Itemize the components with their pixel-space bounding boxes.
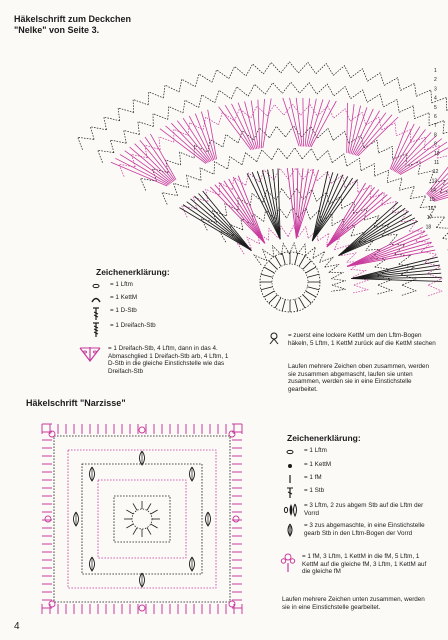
stitch-spoke-mark: [287, 168, 296, 238]
legend2-paragraph: Laufen mehrere Zeichen unten zusammen, werden sie in eine Einstichstelle gearbeitet.: [282, 596, 425, 611]
center-stitch-mark: [295, 253, 298, 265]
legend2-text-slip-stitch: = 1 KettM: [304, 461, 332, 468]
round-number: 13: [431, 178, 438, 185]
chain-mesh-mark: [329, 272, 344, 278]
center-stitch-mark: [147, 528, 151, 535]
legend2-item-picot-group: [280, 553, 430, 576]
chain-mesh-mark: [325, 264, 339, 272]
diagram1-title-line2: "Nelke" von Seite 3.: [14, 25, 100, 35]
chain-mesh-mark: [179, 79, 195, 92]
chain-mesh-mark: [364, 140, 379, 153]
chain-mesh-mark: [90, 127, 106, 140]
center-stitch-mark: [306, 291, 316, 297]
stitch-spoke-mark: [180, 208, 252, 251]
center-stitch-mark: [307, 287, 319, 290]
legend2-item-single-crochet: [282, 474, 322, 488]
chain-mesh-mark: [300, 83, 317, 95]
chain-mesh-mark: [401, 275, 416, 286]
picot-mark: [139, 605, 145, 611]
chain-mesh-mark: [317, 171, 331, 183]
chain-mesh-mark: [265, 83, 282, 95]
round-number: 15: [429, 196, 435, 203]
chain-mesh-mark: [377, 285, 392, 294]
legend1-text-double-crochet: = 1 D-Stb: [110, 307, 137, 314]
chain-mesh-mark: [427, 274, 442, 285]
chain-mesh-mark: [414, 113, 429, 126]
chain-mesh-mark: [332, 154, 347, 166]
legend2-text-cluster-2: = 3 Lftm, 2 zus abgem Stb auf die Lftm der Vorrd: [304, 502, 424, 517]
cluster-3-icon: [282, 522, 298, 536]
chain-mesh-mark: [273, 246, 282, 258]
center-stitch-mark: [261, 274, 273, 277]
chain-mesh-mark: [223, 135, 238, 148]
treble-fan-mark: [130, 147, 172, 183]
chain-mesh-mark: [162, 193, 178, 205]
picot-group-icon: [280, 553, 296, 567]
chain-mesh-mark: [384, 78, 400, 91]
treble-fan-mark: [399, 142, 447, 174]
note1-text: = zuerst eine lockere KettM um den Lftm-Bogen häkeln, 5 Lftm, 1 KettM zurück auf die KettM stechen: [288, 332, 436, 347]
center-stitch-mark: [126, 510, 133, 514]
center-stitch-mark: [303, 295, 312, 304]
chain-mesh-mark: [281, 62, 299, 73]
legend1-heading: Zeichenerklärung:: [96, 267, 170, 277]
round-number: 18: [425, 224, 432, 231]
legend2-heading: Zeichenerklärung:: [287, 433, 361, 443]
chain-mesh-mark: [229, 67, 246, 79]
note1-picot: [266, 332, 436, 347]
treble-icon: [282, 487, 298, 501]
chain-mesh-mark: [298, 62, 316, 73]
chain-mesh-mark: [168, 107, 183, 120]
chain-mesh-mark: [303, 169, 317, 181]
center-stitch-mark: [133, 528, 137, 535]
legend1-item-double-crochet: [88, 307, 137, 321]
chain-mesh-mark: [367, 94, 383, 107]
chain-mesh-mark: [375, 170, 389, 183]
treble-fan-mark: [225, 105, 252, 149]
stitch-spoke-mark: [327, 190, 379, 247]
treble-fan-mark: [308, 99, 323, 146]
treble-fan-mark: [160, 129, 206, 164]
legend1-text-chain: = 1 Lftm: [110, 281, 133, 288]
round-number: 4: [434, 95, 437, 102]
stitch-spoke-mark: [187, 202, 252, 251]
center-ring-mark: [272, 264, 308, 300]
chain-mesh-mark: [282, 243, 290, 255]
chain-mesh-mark: [282, 82, 299, 93]
picot-mark: [139, 427, 145, 433]
chain-mesh-mark: [253, 213, 264, 225]
round-number: 9: [434, 141, 437, 148]
legend2-text-cluster-3: = 3 zus abgemaschte, in eine Einstichstelle gearb Stb in den Lftm-Bogen der Vorrd: [304, 522, 425, 537]
picot-loop-icon: [266, 332, 282, 346]
legend2-text-single-crochet: = 1 fM: [304, 474, 322, 481]
round-number: 2: [434, 77, 437, 84]
chain-mesh-mark: [228, 157, 242, 169]
round-number: 5: [434, 104, 437, 111]
chain-mesh-mark: [387, 178, 402, 190]
chain-mesh-mark: [104, 117, 120, 130]
chain-mesh-mark: [298, 244, 306, 256]
center-stitch-mark: [282, 253, 285, 265]
round-number: 17: [426, 215, 433, 222]
treble-fan-mark: [140, 140, 174, 181]
chain-mesh-mark: [331, 279, 346, 285]
legend1-item-triple-crochet: [88, 322, 156, 336]
stitch-spoke-mark: [347, 242, 432, 266]
center-stitch-mark: [126, 524, 133, 528]
center-stitch-mark: [306, 267, 316, 273]
chain-mesh-mark: [272, 148, 287, 160]
center-stitch-mark: [269, 261, 278, 270]
chain-mesh-mark: [317, 106, 333, 118]
chain-mesh-mark: [333, 131, 349, 143]
legend2-item-treble: [282, 487, 324, 501]
center-stitch-mark: [295, 299, 298, 311]
chain-mesh-mark: [254, 255, 267, 265]
picot-mark: [233, 516, 239, 522]
chain-mesh-mark: [199, 95, 215, 108]
treble-fan-mark: [115, 158, 168, 185]
treble-fan-mark: [303, 98, 304, 147]
center-stitch-mark: [282, 299, 285, 311]
chain-mesh-mark: [368, 73, 385, 86]
center-stitch-mark: [133, 503, 137, 510]
legend1-text-slip-stitch: = 1 KettM: [110, 294, 138, 301]
chain-mesh-mark: [401, 83, 417, 96]
chain-mesh-mark: [174, 183, 189, 195]
chain-mesh-mark: [212, 70, 229, 82]
chain-mesh-mark: [317, 151, 332, 163]
chain-mesh-mark: [248, 84, 265, 96]
treble-fan-mark: [208, 110, 217, 160]
chain-mesh-mark: [163, 85, 179, 98]
round-number: 1: [434, 68, 437, 74]
chain-mesh-mark: [257, 150, 272, 162]
chain-mesh-mark: [119, 164, 135, 176]
chain-mesh-mark: [395, 254, 411, 264]
chain-mesh-mark: [302, 149, 317, 161]
treble-fan-mark: [166, 126, 208, 163]
chain-mesh-mark: [250, 193, 263, 205]
chain-mesh-mark: [436, 228, 448, 239]
stitch-spoke-mark: [312, 172, 333, 241]
chain-mesh-mark: [263, 63, 280, 75]
chain-mesh-mark: [110, 140, 126, 153]
chain-mesh-mark: [401, 285, 416, 296]
center-stitch-mark: [264, 291, 274, 297]
treble-fan-mark: [232, 104, 254, 150]
square-round-mark: [82, 464, 202, 574]
chain-mesh-mark: [180, 152, 195, 165]
slip-stitch-icon: [282, 461, 298, 475]
stitch-spoke-mark: [347, 231, 425, 266]
fan-cluster-icon: [78, 345, 102, 359]
chain-mesh-mark: [208, 139, 223, 152]
chain-mesh-mark: [317, 84, 334, 96]
round-number: 6: [434, 114, 437, 120]
center-stitch-mark: [299, 256, 305, 266]
chain-mesh-mark: [263, 250, 274, 261]
legend2-item-chain: [282, 447, 327, 461]
chain-mesh-mark: [215, 90, 232, 103]
treble-fan-mark: [434, 184, 448, 201]
chain-mesh-mark: [416, 90, 431, 103]
chain-mesh-mark: [270, 126, 286, 138]
chain-mesh-mark: [443, 239, 448, 250]
stitch-spoke-mark: [262, 170, 280, 239]
stitch-spoke-mark: [247, 173, 280, 239]
center-stitch-mark: [303, 261, 312, 270]
chain-mesh-mark: [118, 108, 134, 121]
chain-mesh-mark: [361, 164, 375, 177]
note1-paragraph: Laufen mehrere Zeichen oben zusammen, werden sie zusammen abgemascht, laufen sie unten zusammen, werden sie in eine Einstichstelle gearbeitet.: [288, 363, 430, 393]
stitch-spoke-mark: [347, 250, 435, 266]
chain-mesh-mark: [331, 285, 346, 291]
chain-mesh-mark: [425, 263, 440, 274]
chain-icon: [282, 447, 298, 461]
stitch-spoke-mark: [191, 199, 252, 251]
chain-mesh-mark: [287, 148, 302, 159]
center-stitch-mark: [261, 287, 273, 290]
center-stitch-mark: [299, 298, 305, 308]
legend1-item-fan-cluster: [78, 345, 236, 375]
round-number: 11: [434, 160, 440, 166]
chain-mesh-mark: [206, 189, 220, 201]
legend2-text-treble: = 1 Stb: [304, 487, 325, 494]
center-stitch-mark: [264, 267, 274, 273]
chain-mesh-mark: [246, 64, 263, 76]
chain-mesh-mark: [286, 126, 302, 137]
legend2-text-chain: = 1 Lftm: [304, 447, 327, 454]
chain-mesh-mark: [379, 147, 393, 160]
page-number: 4: [14, 621, 20, 632]
square-round-mark: [98, 480, 186, 558]
triple-crochet-icon: [88, 322, 104, 336]
legend2-text-picot-group: = 1 fM, 3 Lftm, 1 KettM in die fM, 5 Lftm, 1 KettM auf die gleiche fM, 3 Lftm, 1 KettM auf die gleiche fM: [302, 553, 427, 576]
chain-mesh-mark: [351, 90, 368, 102]
chain-mesh-mark: [276, 189, 289, 201]
treble-fan-mark: [125, 151, 171, 184]
chain-mesh-mark: [316, 64, 333, 76]
chain-mesh-mark: [427, 285, 442, 296]
treble-fan-mark: [390, 121, 408, 169]
chain-mesh-mark: [214, 162, 228, 175]
treble-fan-mark: [355, 113, 386, 156]
chain-mesh-mark: [133, 100, 148, 113]
center-stitch-mark: [147, 503, 151, 510]
center-stitch-mark: [269, 295, 278, 304]
round-number: 10: [434, 150, 440, 157]
chain-mesh-mark: [399, 186, 414, 198]
chain-mesh-mark: [318, 233, 329, 245]
chain-mesh-mark: [410, 196, 426, 208]
chain-mesh-mark: [260, 170, 274, 182]
center-ring-mark: [132, 509, 152, 529]
stitch-spoke-mark: [234, 177, 265, 243]
chain-mesh-mark: [353, 285, 368, 293]
chain-mesh-mark: [399, 106, 414, 119]
chain-mesh-mark: [341, 253, 356, 262]
chain-mesh-mark: [219, 112, 235, 125]
chain-mesh-mark: [231, 87, 248, 99]
chain-mesh-mark: [138, 122, 153, 135]
center-stitch-mark: [151, 524, 158, 528]
round-number: 8: [434, 132, 437, 139]
chain-mesh-mark: [303, 190, 316, 202]
round-number: 7: [434, 123, 437, 130]
chain-mesh-mark: [153, 114, 168, 127]
chain-mesh-mark: [274, 168, 288, 180]
treble-fan-mark: [258, 100, 260, 149]
round-number: 12: [432, 169, 439, 176]
stitch-spoke-mark: [327, 187, 375, 247]
legend2-item-cluster-3: [282, 522, 430, 537]
chain-mesh-mark: [306, 247, 316, 258]
chain-mesh-mark: [98, 150, 114, 162]
chain-mesh-mark: [333, 66, 350, 78]
slip-stitch-arc-icon: [88, 294, 104, 308]
chain-mesh-mark: [242, 153, 257, 165]
chain-mesh-mark: [124, 130, 140, 143]
chain-mesh-mark: [351, 69, 368, 81]
legend2-item-cluster-2: [282, 502, 430, 517]
single-crochet-icon: [282, 474, 298, 488]
round-number: 14: [430, 187, 436, 194]
chain-mesh-mark: [78, 137, 94, 149]
center-stitch-mark: [307, 274, 319, 277]
chain-mesh-mark: [195, 74, 212, 87]
double-crochet-icon: [88, 307, 104, 321]
treble-fan-mark: [347, 103, 348, 153]
chain-mesh-mark: [401, 220, 417, 231]
round-number: 16: [428, 206, 434, 212]
chain-mesh-mark: [443, 129, 448, 142]
narzisse-crochet-diagram: [22, 410, 260, 630]
chain-icon: [88, 281, 104, 295]
chain-mesh-mark: [200, 168, 214, 181]
center-stitch-mark: [275, 298, 281, 308]
picot-mark: [45, 516, 51, 522]
chain-mesh-mark: [148, 92, 163, 105]
chain-mesh-mark: [383, 100, 399, 113]
cluster-2-icon: [282, 502, 298, 516]
treble-fan-mark: [177, 121, 210, 162]
treble-fan-mark: [310, 100, 330, 147]
legend1-text-triple-crochet: = 1 Dreifach-Stb: [110, 322, 156, 329]
center-stitch-mark: [275, 256, 281, 266]
legend1-item-chain: [88, 281, 133, 295]
center-stitch-mark: [151, 510, 158, 514]
chain-mesh-mark: [183, 100, 199, 113]
round-number: 3: [434, 86, 437, 93]
diagram2-title: Häkelschrift "Narzisse": [26, 398, 126, 408]
legend1-text-fan-cluster: = 1 Dreifach-Stb, 4 Lftm, dann in das 4. Abmaschglied 1 Dreifach-Stb arb, 4 Lftm, 1 D-Stb in die gleiche Einstichstelle wie das Dreifach-Stb: [108, 345, 229, 375]
chain-mesh-mark: [263, 190, 276, 202]
chain-mesh-mark: [288, 168, 303, 179]
legend1-item-slip-stitch: [88, 294, 137, 308]
chain-mesh-mark: [159, 137, 174, 150]
treble-fan-mark: [305, 98, 310, 146]
diagram1-title-line1: Häkelschrift zum Deckchen: [14, 14, 132, 24]
chain-mesh-mark: [347, 158, 361, 171]
chain-mesh-mark: [186, 175, 201, 187]
treble-fan-mark: [400, 146, 448, 175]
chain-mesh-mark: [334, 87, 351, 99]
legend2-item-slip-stitch: [282, 461, 331, 475]
